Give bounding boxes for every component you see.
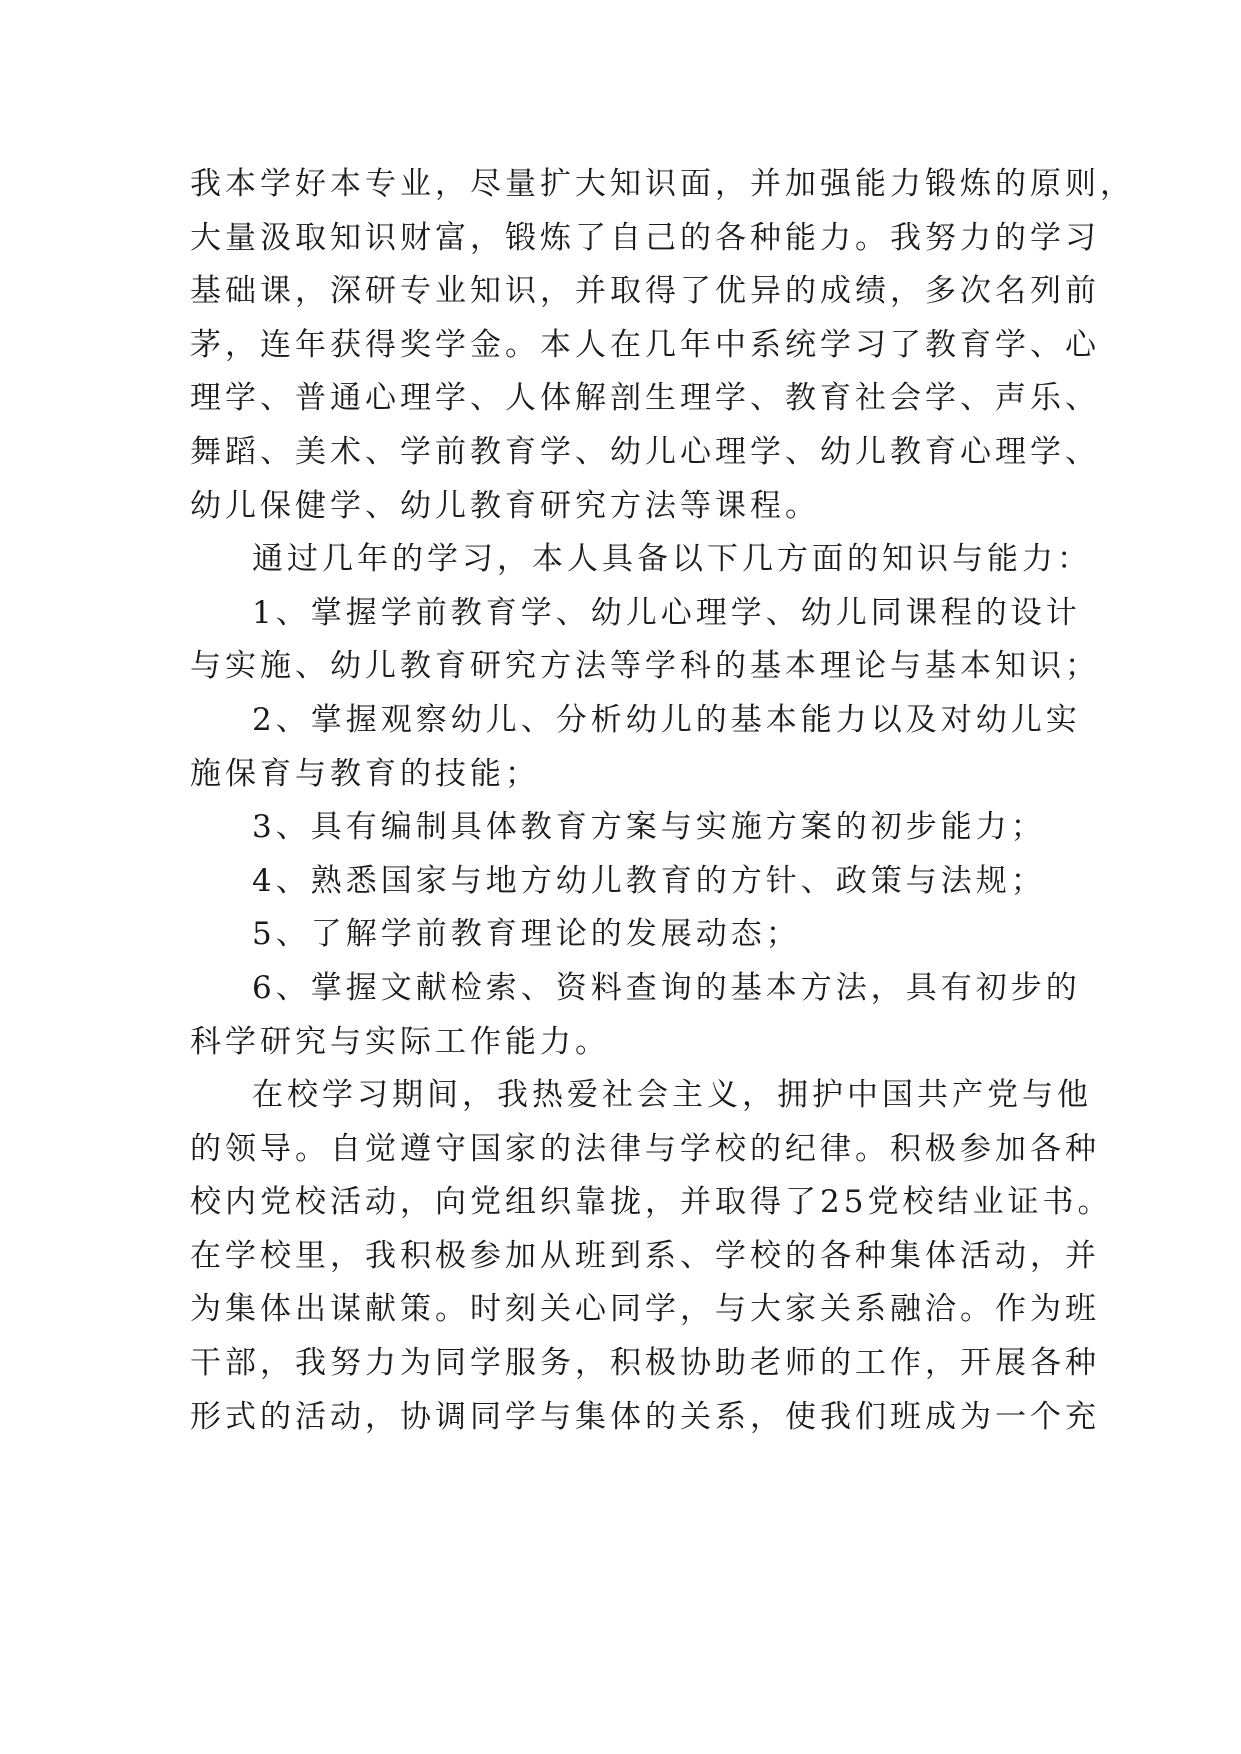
text-line: 我本学好本专业，尽量扩大知识面，并加强能力锻炼的原则， <box>190 166 1135 202</box>
text-line: 通过几年的学习，本人具备以下几方面的知识与能力： <box>252 541 1092 578</box>
text-line: 5、了解学前教育理论的发展动态； <box>252 916 801 953</box>
text-line: 干部，我努力为同学服务，积极协助老师的工作，开展各种 <box>190 1345 1100 1382</box>
text-line: 与实施、幼儿教育研究方法等学科的基本理论与基本知识； <box>190 648 1100 685</box>
text-line: 基础课，深研专业知识，并取得了优异的成绩，多次名列前 <box>190 273 1100 310</box>
text-line: 在学校里，我积极参加从班到系、学校的各种集体活动，并 <box>190 1237 1100 1274</box>
text-line: 理学、普通心理学、人体解剖生理学、教育社会学、声乐、 <box>190 380 1100 417</box>
text-line: 形式的活动，协调同学与集体的关系，使我们班成为一个充 <box>190 1398 1100 1435</box>
text-line: 1、掌握学前教育学、幼儿心理学、幼儿同课程的设计 <box>252 594 1081 631</box>
text-line: 为集体出谋献策。时刻关心同学，与大家关系融洽。作为班 <box>190 1291 1100 1328</box>
text-line: 茅，连年获得奖学金。本人在几年中系统学习了教育学、心 <box>190 326 1100 363</box>
text-line: 的领导。自觉遵守国家的法律与学校的纪律。积极参加各种 <box>190 1130 1100 1167</box>
text-line: 大量汲取知识财富，锻炼了自己的各种能力。我努力的学习 <box>190 219 1100 256</box>
text-line: 在校学习期间，我热爱社会主义，拥护中国共产党与他 <box>252 1077 1092 1114</box>
text-line: 幼儿保健学、幼儿教育研究方法等课程。 <box>190 487 820 524</box>
text-line: 舞蹈、美术、学前教育学、幼儿心理学、幼儿教育心理学、 <box>190 433 1100 470</box>
text-line: 3、具有编制具体教育方案与实施方案的初步能力； <box>252 809 1046 846</box>
text-line: 2、掌握观察幼儿、分析幼儿的基本能力以及对幼儿实 <box>252 701 1081 738</box>
text-line: 校内党校活动，向党组织靠拢，并取得了25党校结业证书。 <box>190 1184 1113 1221</box>
text-line: 4、熟悉国家与地方幼儿教育的方针、政策与法规； <box>252 862 1046 899</box>
body-text <box>190 158 1135 1444</box>
text-line: 科学研究与实际工作能力。 <box>190 1023 610 1060</box>
text-line: 施保育与教育的技能； <box>190 755 540 792</box>
text-line: 6、掌握文献检索、资料查询的基本方法，具有初步的 <box>252 969 1081 1006</box>
